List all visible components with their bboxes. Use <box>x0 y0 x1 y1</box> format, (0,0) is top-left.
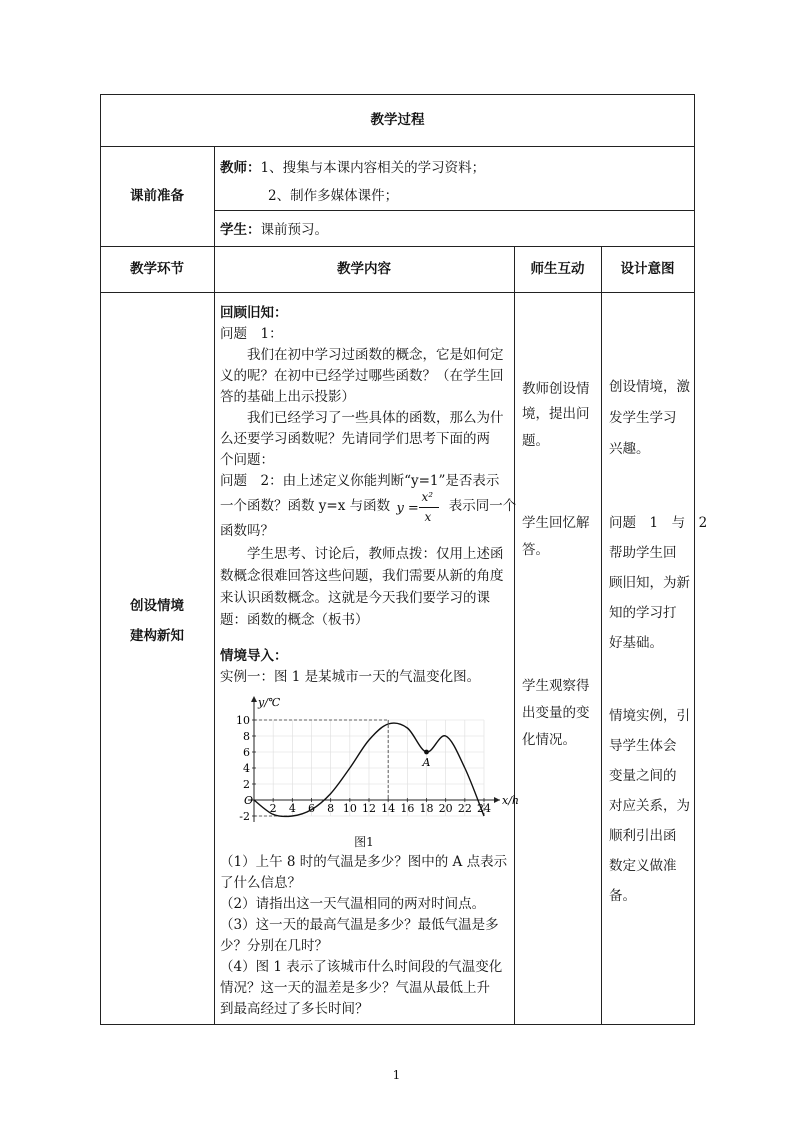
q1b-line-3: 个问题： <box>220 452 274 468</box>
interaction-3-line-1: 学生观察得 <box>522 678 590 694</box>
discuss-line-3: 来认识函数概念。这就是今天我们要学习的课 <box>220 590 490 606</box>
origin-label: O <box>244 794 254 807</box>
row-sep-prep <box>100 246 695 247</box>
discuss-line-1: 学生思考、讨论后，教师点拨：仅用上述函 <box>247 546 504 562</box>
section-label-1: 创设情境 <box>130 598 184 614</box>
interaction-3-line-2: 出变量的变 <box>522 705 590 721</box>
x-tick-label: 18 <box>419 802 434 815</box>
interaction-1-line-1: 教师创设情 <box>522 381 590 397</box>
page-title: 教学过程 <box>370 112 425 128</box>
x-tick-label: 6 <box>308 802 315 815</box>
question-line-1: （1）上午 8 时的气温是多少？图中的 A 点表示 <box>220 854 508 870</box>
intent-2-line-3: 顾旧知，为新 <box>609 575 690 591</box>
q2-line-1: 问题 2：由上述定义你能判断“y=1”是否表示 <box>220 473 500 489</box>
question-line-3: （2）请指出这一天气温相同的两对时间点。 <box>220 896 486 912</box>
row-sep-header <box>100 292 695 293</box>
intent-3-line-1: 情境实例，引 <box>609 708 690 724</box>
intent-1-line-1: 创设情境，激 <box>609 379 690 395</box>
y-axis-label: y/℃ <box>258 696 281 709</box>
chart-ticks <box>236 696 519 823</box>
intent-2-line-4: 知的学习打 <box>609 605 677 621</box>
row-sep-teacher <box>214 210 695 211</box>
x-tick-label: 8 <box>327 802 335 815</box>
table-border-left <box>100 94 101 1025</box>
discuss-line-4: 题：函数的概念（板书） <box>220 612 369 628</box>
intent-3-line-3: 变量之间的 <box>609 768 677 784</box>
intent-3-line-4: 对应关系，为 <box>609 798 690 814</box>
question-line-5: 少？分别在几时？ <box>220 938 328 954</box>
table-border-top <box>100 94 695 95</box>
student-text: 课前预习。 <box>260 222 328 238</box>
x-tick-label: 22 <box>457 802 472 815</box>
student-label: 学生： <box>220 222 261 238</box>
q2-line-2b: 表示同一个 <box>448 498 517 514</box>
question-line-8: 到最高经过了多长时间？ <box>220 1001 369 1017</box>
formula-numerator: x² <box>421 489 434 504</box>
intent-3-line-6: 数定义做准 <box>609 858 677 874</box>
x-axis-label: x/h <box>502 794 519 807</box>
review-title: 回顾旧知： <box>220 305 288 321</box>
question-line-7: 情况？这一天的温差是多少？气温从最低上升 <box>220 980 490 996</box>
temperature-chart <box>228 692 519 826</box>
x-tick-label: 20 <box>438 802 453 815</box>
intent-2-line-5: 好基础。 <box>609 635 663 651</box>
intent-3-line-7: 备。 <box>609 888 636 904</box>
interaction-3-line-3: 化情况。 <box>522 732 576 748</box>
q1b-line-1: 我们已经学习了一些具体的函数，那么为什 <box>247 410 504 426</box>
intent-3-line-2: 导学生体会 <box>609 738 677 754</box>
y-tick-label: -2 <box>239 810 250 823</box>
intent-2-line-2: 帮助学生回 <box>609 545 677 561</box>
intent-1-line-2: 发学生学习 <box>609 410 677 426</box>
prep-label: 课前准备 <box>130 188 184 204</box>
example-line: 实例一：图 1 是某城市一天的气温变化图。 <box>220 669 481 685</box>
q1-title: 问题 1： <box>220 326 283 342</box>
teacher-line-2: 2、制作多媒体课件； <box>268 188 399 204</box>
teacher-item-1: 1、搜集与本课内容相关的学习资料； <box>260 160 486 176</box>
teacher-line-1 <box>220 158 485 178</box>
row-sep-title <box>100 146 695 147</box>
x-tick-label: 12 <box>362 802 376 815</box>
x-tick-label: 4 <box>288 802 296 815</box>
intent-2-line-1: 问题 1 与 2 <box>609 515 708 531</box>
student-line <box>220 220 328 240</box>
teacher-label: 教师： <box>220 160 261 176</box>
page-number: 1 <box>392 1068 401 1082</box>
x-tick-label: 24 <box>477 802 491 815</box>
point-a-marker <box>424 750 429 755</box>
header-col-2: 教学内容 <box>337 261 391 277</box>
header-col-4: 设计意图 <box>620 261 675 277</box>
formula-y: y = <box>396 500 419 516</box>
q1b-line-2: 么还要学习函数呢？先请同学们思考下面的两 <box>220 431 490 447</box>
interaction-1-line-2: 境，提出问 <box>522 406 590 422</box>
x-tick-label: 16 <box>400 802 415 815</box>
question-line-2: 了什么信息？ <box>220 875 301 891</box>
intent-1-line-3: 兴趣。 <box>609 441 650 457</box>
q2-line-3: 函数吗？ <box>220 523 274 539</box>
q2-line-2a: 一个函数？函数 y=x 与函数 <box>220 498 391 514</box>
y-tick-label: 6 <box>243 746 250 759</box>
x-tick-label: 14 <box>381 802 396 815</box>
x-tick-label: 2 <box>269 802 277 815</box>
x-axis-arrow <box>494 797 500 803</box>
question-line-4: （3）这一天的最高气温是多少？最低气温是多 <box>220 917 499 933</box>
y-tick-label: 4 <box>243 762 250 775</box>
formula-denominator: x <box>424 509 432 524</box>
discuss-line-2: 数概念很难回答这些问题，我们需要从新的角度 <box>220 568 504 584</box>
interaction-1-line-3: 题。 <box>522 433 549 449</box>
col-sep-3 <box>601 246 602 1025</box>
y-tick-label: 10 <box>236 714 250 727</box>
q1-line-2: 义的呢？在初中已经学过哪些函数？（在学生回 <box>220 368 504 384</box>
x-tick-label: 10 <box>342 802 357 815</box>
table-border-bottom <box>100 1024 695 1025</box>
y-tick-label: 8 <box>243 730 250 743</box>
header-col-1: 教学环节 <box>130 261 184 277</box>
interaction-2-line-2: 答。 <box>522 542 549 558</box>
y-axis-arrow <box>251 696 257 702</box>
table-border-right <box>694 94 695 1025</box>
q1-line-3: 答的基础上出示投影） <box>220 389 355 405</box>
q2-line-2 <box>220 489 517 524</box>
interaction-2-line-1: 学生回忆解 <box>522 515 590 531</box>
question-line-6: （4）图 1 表示了该城市什么时间段的气温变化 <box>220 959 503 975</box>
section-label-2: 建构新知 <box>130 628 184 644</box>
intent-3-line-5: 顺利引出函 <box>609 828 677 844</box>
figure-caption: 图1 <box>354 835 374 849</box>
header-col-3: 师生互动 <box>530 261 585 277</box>
point-a-label: A <box>422 756 431 769</box>
fraction-formula <box>394 489 444 524</box>
scene-title: 情境导入： <box>220 648 288 664</box>
q1-line-1: 我们在初中学习过函数的概念，它是如何定 <box>247 347 504 363</box>
col-sep-2 <box>514 246 515 1025</box>
y-tick-label: 2 <box>243 778 250 791</box>
